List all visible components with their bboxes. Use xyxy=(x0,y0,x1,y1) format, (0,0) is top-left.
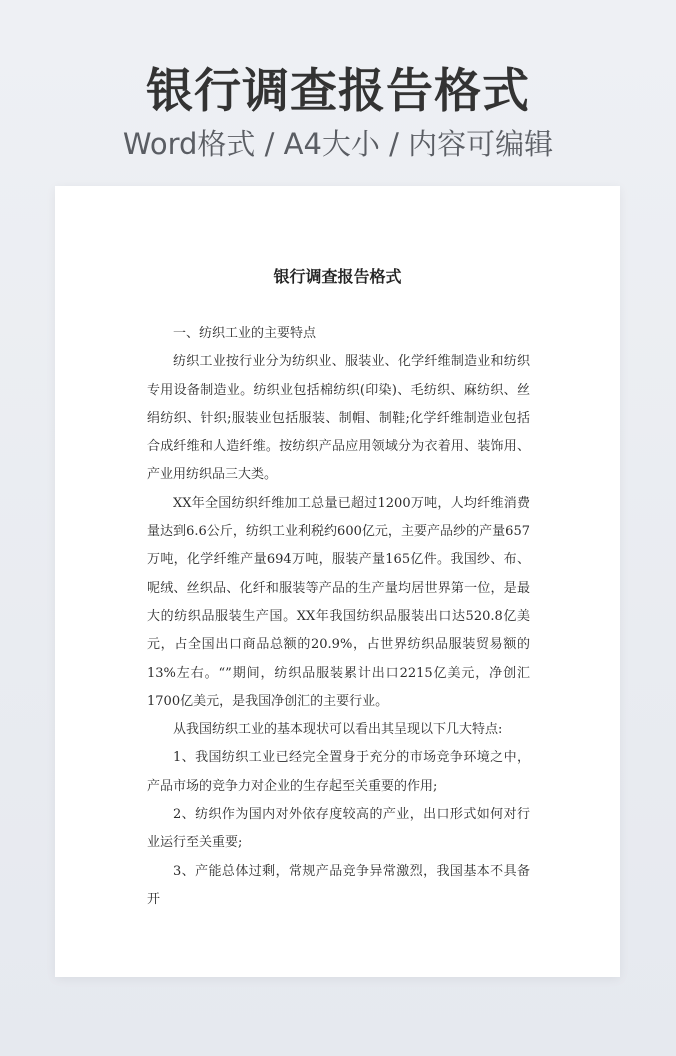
page-subtitle: Word格式 / A4大小 / 内容可编辑 xyxy=(122,127,554,161)
document-page xyxy=(55,186,620,977)
paragraph: 1、我国纺织工业已经完全置身于充分的市场竞争环境之中，产品市场的竞争力对企业的生存起至关重要的作用; xyxy=(147,750,530,794)
paragraph: 2、纺织作为国内对外依存度较高的产业，出口形式如何对行业运行至关重要; xyxy=(147,807,530,851)
document-title: 银行调查报告格式 xyxy=(273,267,402,286)
paragraph: 纺织工业按行业分为纺织业、服装业、化学纤维制造业和纺织专用设备制造业。纺织业包括棉纺织(印染)、毛纺织、麻纺织、丝绢纺织、针织;服装业包括服装、制帽、制鞋;化学纤维制造业包括合成纤维和人造纤维。按纺织产品应用领域分为衣着用、装饰用、产业用纺织品三大类。 xyxy=(147,354,530,483)
section-heading: 一、纺织工业的主要特点 xyxy=(173,326,317,341)
page-title: 银行调查报告格式 xyxy=(146,64,530,119)
document-body xyxy=(147,320,530,914)
paragraph: 从我国纺织工业的基本现状可以看出其呈现以下几大特点: xyxy=(173,722,503,738)
paragraph: 3、产能总体过剩，常规产品竞争异常激烈，我国基本不具备开 xyxy=(147,863,530,907)
paragraph: XX年全国纺织纤维加工总量已超过1200万吨，人均纤维消费量达到6.6公斤，纺织工业利税约600亿元，主要产品纱的产量657万吨，化学纤维产量694万吨，服装产量165亿件。我国纱、布、呢绒、丝织品、化纤和服装等产品的生产量均居世界第一位，是最大的纺织品服装生产国。XX年我国纺织品服装出口达520.8亿美元，占全国出口商品总额的20.9%，占世界纺织品服装贸易额的13%左右。“”期间，纺织品服装累计出口2215亿美元，净创汇1700亿美元，是我国净创汇的主要行业。 xyxy=(147,495,530,709)
header xyxy=(0,60,676,164)
